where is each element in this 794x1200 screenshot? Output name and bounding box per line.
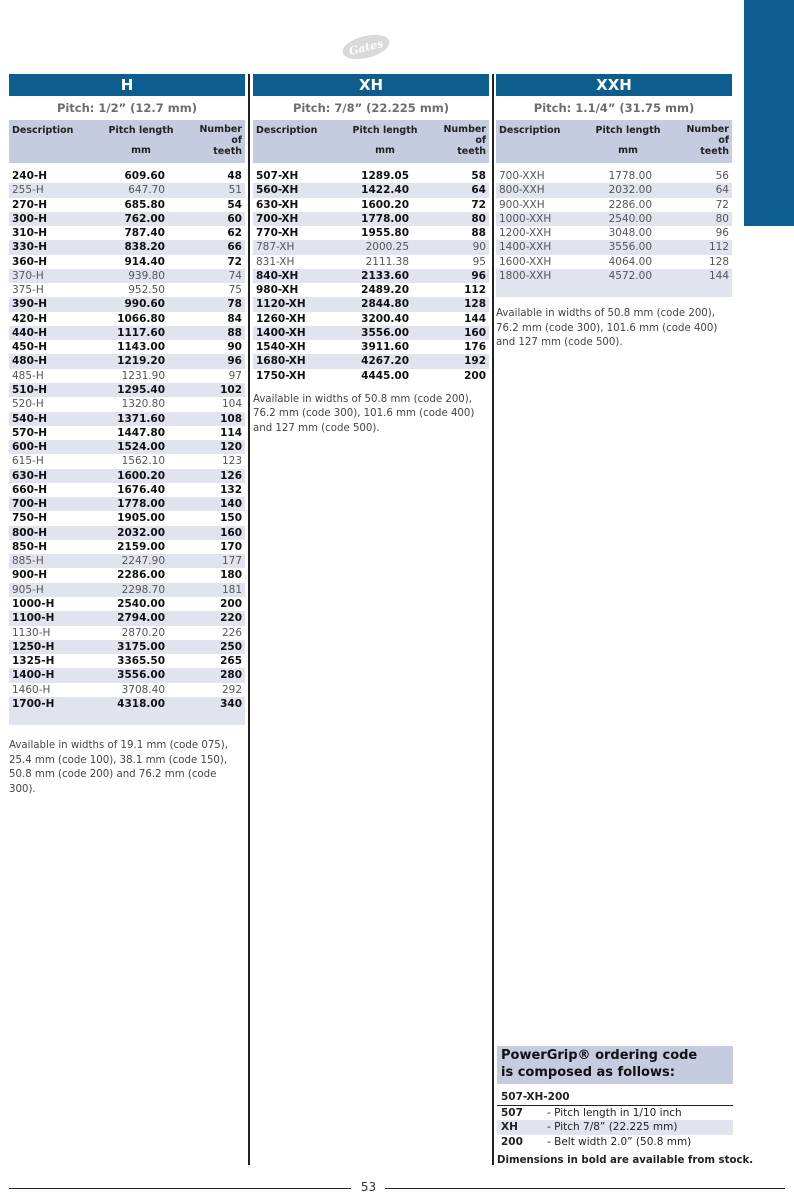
cell-teeth: 66 (227, 241, 242, 254)
table-row (253, 269, 489, 283)
cell-description: 1000-H (12, 597, 55, 610)
cell-pitch-length: 1143.00 (117, 341, 165, 354)
cell-pitch-length: 4064.00 (608, 255, 652, 268)
cell-description: 520-H (12, 398, 44, 411)
ordering-line (497, 1120, 733, 1134)
ordering-code-part: 200 (501, 1135, 523, 1148)
table-row (9, 412, 245, 426)
cell-description: 480-H (12, 355, 48, 368)
table-row (253, 169, 489, 183)
table-row (496, 183, 732, 197)
cell-pitch-length: 914.40 (124, 255, 165, 268)
cell-teeth: 340 (220, 697, 242, 710)
column-pitch: Pitch: 1.1/4” (31.75 mm) (533, 101, 695, 115)
cell-description: 840-XH (256, 269, 299, 282)
cell-description: 660-H (12, 483, 48, 496)
cell-teeth: 280 (220, 669, 242, 682)
table-row (9, 297, 245, 311)
column-title: H (9, 74, 245, 96)
table-row (253, 297, 489, 311)
header-mm: mm (375, 145, 395, 156)
table-row (9, 454, 245, 468)
cell-teeth: 123 (221, 455, 242, 468)
table-row (253, 240, 489, 254)
cell-pitch-length: 3911.60 (361, 341, 409, 354)
ordering-code-meaning: - Pitch 7/8” (22.225 mm) (547, 1121, 678, 1134)
cell-description: 900-H (12, 569, 48, 582)
section-tab (744, 0, 794, 226)
cell-pitch-length: 1778.00 (361, 212, 409, 225)
header-pitch-length: Pitch length (352, 125, 418, 136)
cell-teeth: 48 (227, 170, 242, 182)
cell-pitch-length: 3708.40 (121, 683, 165, 696)
cell-pitch-length: 1562.10 (121, 455, 165, 468)
table-row (9, 469, 245, 483)
cell-pitch-length: 647.70 (128, 184, 165, 197)
ordering-code-part: XH (501, 1121, 518, 1134)
cell-pitch-length: 1778.00 (117, 498, 165, 511)
table-row (496, 212, 732, 226)
table-row (253, 340, 489, 354)
table-row (9, 312, 245, 326)
cell-description: 800-H (12, 526, 48, 539)
cell-pitch-length: 1320.80 (121, 398, 165, 411)
column-xh (253, 74, 489, 436)
cell-pitch-length: 2032.00 (608, 184, 652, 197)
table-row (9, 183, 245, 197)
table-row (253, 183, 489, 197)
header-description: Description (12, 125, 74, 136)
cell-teeth: 200 (220, 597, 242, 610)
ordering-line (497, 1135, 733, 1149)
header-number-of-teeth: Number of teeth (199, 124, 242, 157)
column-h (9, 74, 245, 797)
table-row (9, 597, 245, 611)
table-row (9, 354, 245, 368)
cell-description: 1100-H (12, 612, 55, 625)
cell-pitch-length: 1422.40 (361, 184, 409, 197)
svg-text:Gates: Gates (347, 36, 385, 59)
cell-description: 831-XH (256, 255, 295, 268)
cell-teeth: 78 (227, 298, 242, 311)
cell-description: 905-H (12, 583, 44, 596)
table-row (9, 440, 245, 454)
table-row (9, 654, 245, 668)
cell-pitch-length: 952.50 (128, 284, 165, 297)
table-row (253, 354, 489, 368)
cell-teeth: 80 (715, 212, 729, 225)
cell-pitch-length: 1371.60 (117, 412, 165, 425)
table-row (9, 540, 245, 554)
cell-teeth: 181 (221, 583, 242, 596)
table-row (9, 426, 245, 440)
header-pitch-length: Pitch length (108, 125, 174, 136)
table-row (253, 326, 489, 340)
cell-pitch-length: 609.60 (124, 170, 165, 182)
cell-teeth: 128 (708, 255, 729, 268)
cell-pitch-length: 4572.00 (608, 269, 652, 282)
cell-description: 390-H (12, 298, 48, 311)
column-divider (248, 74, 250, 1165)
cell-description: 700-H (12, 498, 48, 511)
cell-pitch-length: 3556.00 (608, 241, 652, 254)
cell-description: 700-XH (256, 212, 299, 225)
table-row (253, 255, 489, 269)
cell-pitch-length: 1289.05 (361, 170, 409, 182)
header-mm: mm (131, 145, 151, 156)
table-row (496, 255, 732, 269)
cell-description: 1600-XXH (499, 255, 552, 268)
ordering-title-line: PowerGrip® ordering code (501, 1048, 698, 1063)
table-end-bar (496, 283, 732, 297)
cell-description: 1460-H (12, 683, 51, 696)
cell-teeth: 192 (464, 355, 486, 368)
footer-rule (385, 1188, 785, 1189)
column-title: XXH (496, 74, 732, 96)
cell-teeth: 132 (220, 483, 242, 496)
cell-teeth: 74 (228, 269, 242, 282)
cell-description: 900-XXH (499, 198, 545, 211)
cell-description: 507-XH (256, 170, 299, 182)
ordering-line (497, 1106, 733, 1120)
cell-description: 1325-H (12, 655, 55, 668)
cell-description: 615-H (12, 455, 44, 468)
table-row (9, 626, 245, 640)
table-row (253, 369, 489, 383)
cell-teeth: 80 (471, 212, 486, 225)
cell-pitch-length: 2286.00 (117, 569, 165, 582)
cell-description: 1000-XXH (499, 212, 552, 225)
table-row (253, 283, 489, 297)
cell-pitch-length: 2794.00 (117, 612, 165, 625)
cell-pitch-length: 4445.00 (361, 369, 409, 382)
cell-pitch-length: 2540.00 (117, 597, 165, 610)
cell-pitch-length: 1219.20 (117, 355, 165, 368)
cell-description: 570-H (12, 426, 48, 439)
cell-teeth: 250 (220, 640, 242, 653)
ordering-code-part: 507 (501, 1107, 523, 1119)
column-pitch: Pitch: 7/8” (22.225 mm) (292, 101, 450, 115)
cell-teeth: 177 (221, 555, 242, 568)
cell-teeth: 120 (220, 441, 242, 454)
cell-pitch-length: 2844.80 (361, 298, 409, 311)
cell-teeth: 220 (220, 612, 242, 625)
cell-description: 485-H (12, 369, 44, 382)
cell-teeth: 72 (715, 198, 729, 211)
table-row (9, 255, 245, 269)
cell-pitch-length: 2032.00 (117, 526, 165, 539)
table-row (9, 568, 245, 582)
header-mm: mm (618, 145, 638, 156)
cell-teeth: 200 (464, 369, 486, 382)
table-row (496, 226, 732, 240)
cell-description: 800-XXH (499, 184, 545, 197)
cell-description: 885-H (12, 555, 44, 568)
cell-teeth: 226 (221, 626, 242, 639)
cell-teeth: 114 (220, 426, 242, 439)
table-header (496, 120, 732, 163)
column-divider (492, 74, 494, 1165)
cell-pitch-length: 1955.80 (361, 227, 409, 240)
cell-description: 450-H (12, 341, 48, 354)
ordering-code-title (497, 1046, 733, 1084)
cell-description: 1250-H (12, 640, 55, 653)
cell-pitch-length: 838.20 (124, 241, 165, 254)
cell-description: 850-H (12, 540, 48, 553)
table-row (496, 169, 732, 183)
column-title: XH (253, 74, 489, 96)
cell-description: 330-H (12, 241, 48, 254)
cell-description: 630-XH (256, 198, 299, 211)
cell-description: 1200-XXH (499, 227, 552, 240)
table-row (9, 212, 245, 226)
cell-pitch-length: 1447.80 (117, 426, 165, 439)
page-number: 53 (360, 1180, 377, 1194)
cell-teeth: 292 (221, 683, 242, 696)
table-row (253, 312, 489, 326)
cell-description: 750-H (12, 512, 48, 525)
cell-pitch-length: 1905.00 (117, 512, 165, 525)
cell-description: 370-H (12, 269, 44, 282)
cell-description: 1400-XXH (499, 241, 552, 254)
cell-teeth: 108 (220, 412, 242, 425)
cell-pitch-length: 2159.00 (117, 540, 165, 553)
cell-description: 1540-XH (256, 341, 306, 354)
ordering-code-meaning: - Pitch length in 1/10 inch (547, 1107, 682, 1119)
cell-teeth: 265 (220, 655, 242, 668)
table-row (9, 683, 245, 697)
cell-teeth: 96 (471, 269, 486, 282)
table-row (9, 269, 245, 283)
table-body (496, 169, 732, 283)
cell-pitch-length: 1231.90 (121, 369, 165, 382)
cell-pitch-length: 2111.38 (365, 255, 409, 268)
cell-description: 360-H (12, 255, 48, 268)
cell-description: 240-H (12, 170, 48, 182)
gates-logo (340, 34, 392, 60)
cell-teeth: 56 (715, 170, 729, 182)
cell-pitch-length: 2489.20 (361, 284, 409, 297)
cell-description: 770-XH (256, 227, 299, 240)
ordering-title-line: is composed as follows: (501, 1064, 675, 1080)
cell-description: 540-H (12, 412, 48, 425)
cell-description: 630-H (12, 469, 48, 482)
cell-pitch-length: 1600.20 (117, 469, 165, 482)
cell-teeth: 160 (220, 526, 242, 539)
cell-teeth: 140 (220, 498, 242, 511)
cell-teeth: 95 (472, 255, 486, 268)
cell-description: 980-XH (256, 284, 299, 297)
cell-teeth: 144 (708, 269, 729, 282)
cell-pitch-length: 2286.00 (608, 198, 652, 211)
cell-pitch-length: 3556.00 (361, 326, 409, 339)
stock-note: Dimensions in bold are available from stock. (497, 1155, 754, 1166)
width-note: Available in widths of 50.8 mm (code 200), 76.2 mm (code 300), 101.6 mm (code 400) and 127 mm (code 500). (253, 393, 475, 434)
cell-pitch-length: 2000.25 (365, 241, 409, 254)
ordering-code-box (497, 1046, 733, 1149)
table-row (9, 326, 245, 340)
cell-pitch-length: 1778.00 (608, 170, 652, 182)
cell-description: 310-H (12, 227, 48, 240)
table-row (253, 212, 489, 226)
cell-teeth: 84 (227, 312, 242, 325)
footer-rule (9, 1188, 351, 1189)
header-description: Description (499, 125, 561, 136)
table-row (9, 369, 245, 383)
width-note: Available in widths of 19.1 mm (code 075), 25.4 mm (code 100), 38.1 mm (code 150), 50.8 mm (code 200) and 76.2 mm (code 300). (9, 740, 229, 795)
cell-description: 1680-XH (256, 355, 306, 368)
table-row (9, 283, 245, 297)
table-end-bar (9, 711, 245, 725)
cell-teeth: 90 (472, 241, 486, 254)
cell-teeth: 72 (227, 255, 242, 268)
cell-pitch-length: 1600.20 (361, 198, 409, 211)
cell-description: 787-XH (256, 241, 295, 254)
cell-description: 510-H (12, 383, 48, 396)
cell-teeth: 144 (464, 312, 486, 325)
table-row (9, 483, 245, 497)
table-body (253, 169, 489, 383)
table-row (9, 169, 245, 183)
cell-description: 1130-H (12, 626, 51, 639)
table-row (9, 554, 245, 568)
cell-teeth: 96 (715, 227, 729, 240)
cell-pitch-length: 3175.00 (117, 640, 165, 653)
ordering-code-meaning: - Belt width 2.0” (50.8 mm) (547, 1135, 692, 1148)
cell-pitch-length: 2870.20 (121, 626, 165, 639)
cell-teeth: 51 (228, 184, 242, 197)
cell-pitch-length: 990.60 (124, 298, 165, 311)
cell-teeth: 160 (464, 326, 486, 339)
table-row (9, 340, 245, 354)
cell-teeth: 64 (471, 184, 486, 197)
cell-pitch-length: 4318.00 (117, 697, 165, 710)
cell-teeth: 126 (220, 469, 242, 482)
header-number-of-teeth: Number of teeth (443, 124, 486, 157)
cell-pitch-length: 762.00 (124, 212, 165, 225)
cell-pitch-length: 4267.20 (361, 355, 409, 368)
cell-teeth: 96 (227, 355, 242, 368)
cell-teeth: 64 (715, 184, 729, 197)
cell-teeth: 170 (220, 540, 242, 553)
table-row (9, 226, 245, 240)
header-number-of-teeth: Number of teeth (686, 124, 729, 157)
cell-teeth: 60 (227, 212, 242, 225)
table-row (9, 640, 245, 654)
cell-teeth: 112 (464, 284, 486, 297)
cell-teeth: 58 (471, 170, 486, 182)
cell-teeth: 128 (464, 298, 486, 311)
table-row (9, 611, 245, 625)
cell-description: 1750-XH (256, 369, 306, 382)
column-pitch: Pitch: 1/2” (12.7 mm) (56, 101, 198, 115)
table-row (9, 383, 245, 397)
table-header (9, 120, 245, 163)
cell-pitch-length: 787.40 (124, 227, 165, 240)
table-row (9, 240, 245, 254)
cell-teeth: 97 (228, 369, 242, 382)
cell-teeth: 150 (220, 512, 242, 525)
cell-pitch-length: 1524.00 (117, 441, 165, 454)
cell-teeth: 176 (464, 341, 486, 354)
cell-teeth: 75 (228, 284, 242, 297)
ordering-example: 507-XH-200 (501, 1091, 570, 1103)
cell-description: 300-H (12, 212, 48, 225)
cell-pitch-length: 3556.00 (117, 669, 165, 682)
column-xxh (496, 74, 732, 351)
cell-pitch-length: 3200.40 (361, 312, 409, 325)
cell-pitch-length: 2540.00 (608, 212, 652, 225)
cell-teeth: 88 (471, 227, 486, 240)
cell-pitch-length: 1295.40 (117, 383, 165, 396)
table-row (253, 198, 489, 212)
table-row (9, 668, 245, 682)
header-pitch-length: Pitch length (595, 125, 661, 136)
cell-description: 1800-XXH (499, 269, 552, 282)
cell-pitch-length: 685.80 (124, 198, 165, 211)
cell-description: 270-H (12, 198, 48, 211)
table-row (9, 497, 245, 511)
cell-teeth: 54 (227, 198, 242, 211)
cell-pitch-length: 939.80 (128, 269, 165, 282)
cell-pitch-length: 1117.60 (117, 326, 165, 339)
width-note: Available in widths of 50.8 mm (code 200), 76.2 mm (code 300), 101.6 mm (code 400) and 127 mm (code 500). (496, 308, 718, 349)
cell-teeth: 104 (221, 398, 242, 411)
cell-description: 1260-XH (256, 312, 306, 325)
cell-description: 1400-H (12, 669, 55, 682)
cell-description: 1120-XH (256, 298, 306, 311)
cell-description: 1400-XH (256, 326, 306, 339)
cell-pitch-length: 1676.40 (117, 483, 165, 496)
table-header (253, 120, 489, 163)
table-row (9, 198, 245, 212)
cell-pitch-length: 2247.90 (121, 555, 165, 568)
cell-teeth: 180 (220, 569, 242, 582)
cell-pitch-length: 2298.70 (121, 583, 165, 596)
cell-teeth: 88 (227, 326, 242, 339)
cell-teeth: 72 (471, 198, 486, 211)
table-row (253, 226, 489, 240)
cell-teeth: 62 (227, 227, 242, 240)
table-row (496, 198, 732, 212)
table-row (9, 697, 245, 711)
header-description: Description (256, 125, 318, 136)
cell-description: 600-H (12, 441, 48, 454)
table-row (9, 511, 245, 525)
table-row (9, 526, 245, 540)
cell-teeth: 112 (708, 241, 729, 254)
cell-description: 700-XXH (499, 170, 545, 182)
cell-description: 440-H (12, 326, 48, 339)
cell-description: 375-H (12, 284, 44, 297)
cell-pitch-length: 3365.50 (117, 655, 165, 668)
table-row (496, 240, 732, 254)
table-row (9, 583, 245, 597)
table-row (496, 269, 732, 283)
table-body (9, 169, 245, 711)
cell-teeth: 102 (220, 383, 242, 396)
cell-description: 1700-H (12, 697, 55, 710)
cell-description: 420-H (12, 312, 48, 325)
cell-teeth: 90 (227, 341, 242, 354)
cell-pitch-length: 2133.60 (361, 269, 409, 282)
cell-pitch-length: 3048.00 (608, 227, 652, 240)
cell-pitch-length: 1066.80 (117, 312, 165, 325)
cell-description: 560-XH (256, 184, 299, 197)
table-row (9, 397, 245, 411)
cell-description: 255-H (12, 184, 44, 197)
